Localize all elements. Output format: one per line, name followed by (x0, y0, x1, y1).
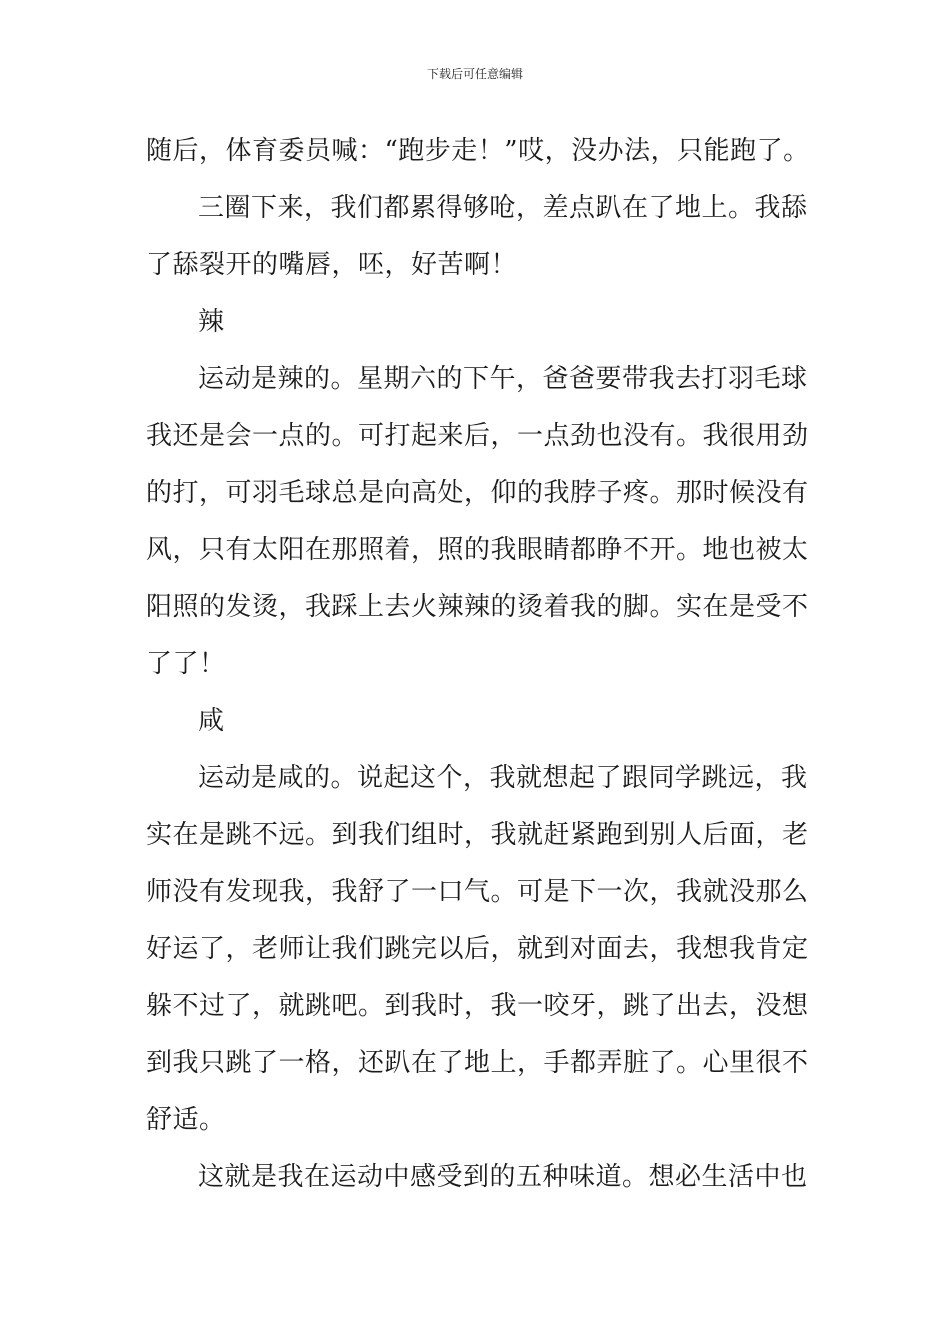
text-line: 风，只有太阳在那照着，照的我眼睛都睁不开。地也被太 (146, 535, 809, 565)
page-header: 下载后可任意编辑 (426, 67, 523, 81)
text-line: 三圈下来，我们都累得够呛，差点趴在了地上。我舔 (198, 193, 808, 223)
text-line: 师没有发现我，我舒了一口气。可是下一次，我就没那么 (146, 877, 809, 907)
text-line: 这就是我在运动中感受到的五种味道。想必生活中也 (198, 1162, 808, 1192)
text-line: 随后，体育委员喊：“跑步走！”哎，没办法，只能跑了。 (146, 136, 810, 166)
section-heading: 咸 (198, 706, 225, 736)
text-line: 躲不过了，就跳吧。到我时，我一咬牙，跳了出去，没想 (146, 991, 809, 1021)
text-line: 好运了，老师让我们跳完以后，就到对面去，我想我肯定 (146, 934, 809, 964)
text-line: 运动是辣的。星期六的下午，爸爸要带我去打羽毛球 (198, 364, 808, 394)
text-line: 舒适。 (146, 1105, 226, 1135)
text-line: 了舔裂开的嘴唇，呸，好苦啊！ (146, 250, 518, 280)
section-heading: 辣 (198, 307, 225, 337)
text-line: 了了！ (146, 649, 226, 679)
text-line: 实在是跳不远。到我们组时，我就赶紧跑到别人后面，老 (146, 820, 809, 850)
text-line: 的打，可羽毛球总是向高处，仰的我脖子疼。那时候没有 (146, 478, 809, 508)
text-line: 我还是会一点的。可打起来后，一点劲也没有。我很用劲 (146, 421, 809, 451)
text-line: 阳照的发烫，我踩上去火辣辣的烫着我的脚。实在是受不 (146, 592, 809, 622)
text-line: 到我只跳了一格，还趴在了地上，手都弄脏了。心里很不 (146, 1048, 809, 1078)
text-line: 运动是咸的。说起这个，我就想起了跟同学跳远，我 (198, 763, 808, 793)
